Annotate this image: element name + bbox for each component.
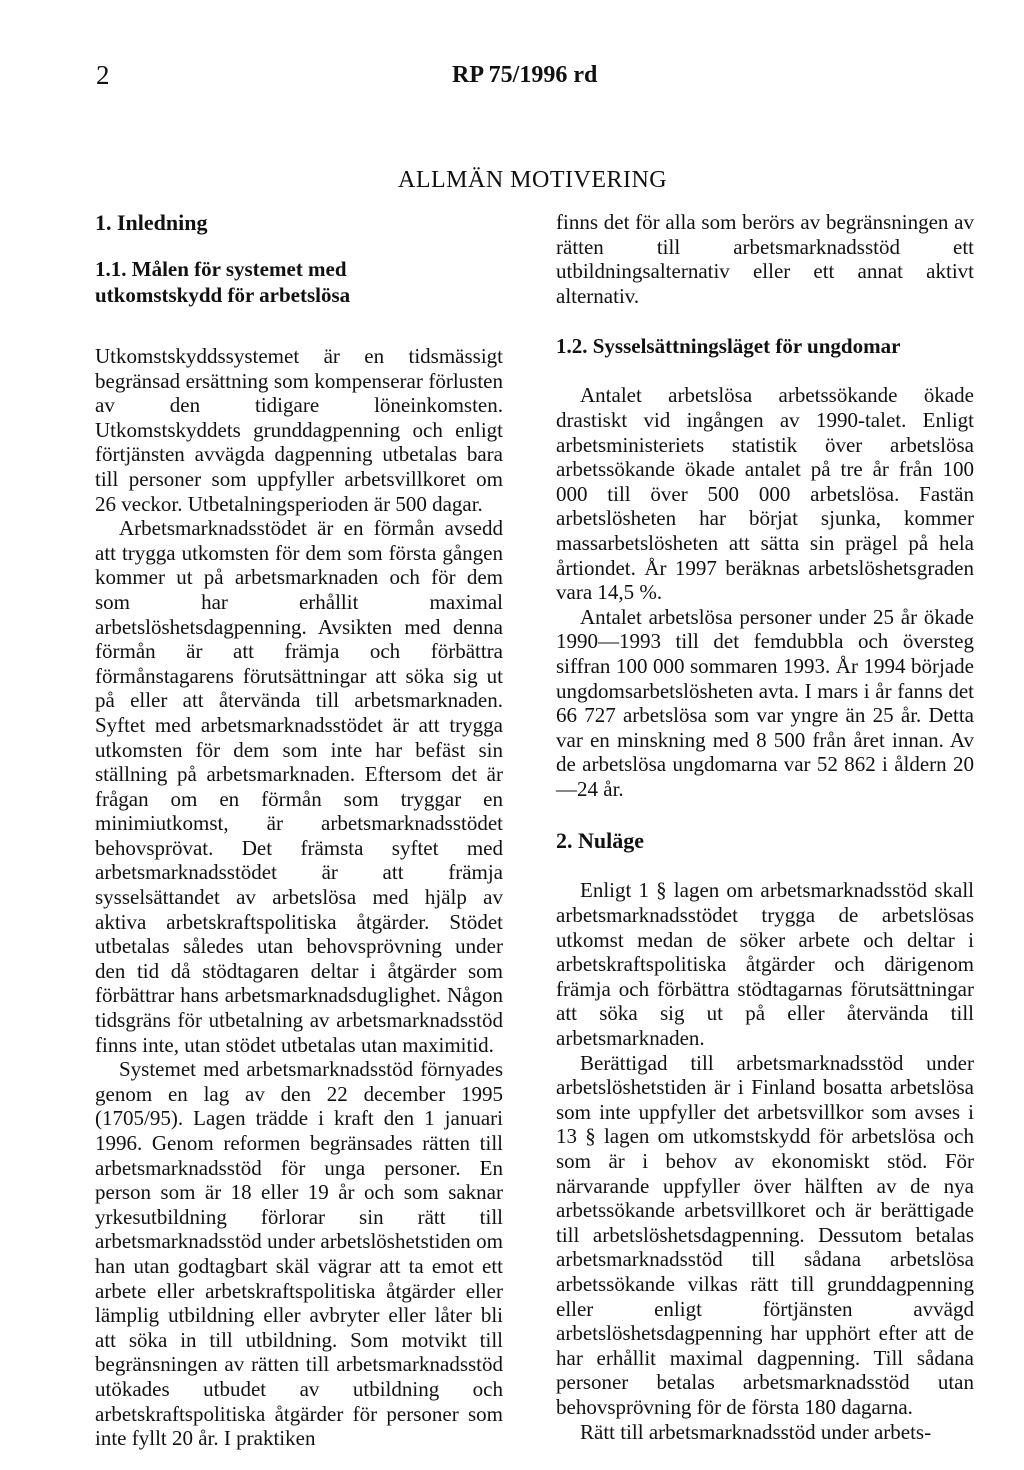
- page-number: 2: [96, 60, 110, 90]
- heading-sysselsattningslaget: 1.2. Sysselsättningsläget för ungdomar: [556, 334, 901, 359]
- paragraph: Antalet arbetslösa personer under 25 år ökade 1990—1993 till det femdubbla och översteg siffran 100 000 sommaren 1993. År 1994 började ungdomsarbetslösheten avta. I mars i år fanns det 66 727 arbetslösa som var yngre än 25 år. Detta var en minskning med 8 500 från året innan. Av de arbetslösa ungdomarna var 52 862 i åldern 20—24 år.: [556, 604, 974, 801]
- heading-malen: 1.1. Målen för systemet med utkomstskydd för arbetslösa: [95, 257, 351, 307]
- heading-inledning: 1. Inledning: [95, 210, 208, 235]
- paragraph: Antalet arbetslösa arbetssökande ökade drastiskt vid ingången av 1990-talet. Enligt arbetsministeriets statistik över arbetslösa arbetssökande ökade antalet på tre år från 100 000 till över 500 000 arbetslösa. Fastän arbetslösheten har börjat sjunka, kommer massarbetslösheten att sätta sin prägel på hela årtiondet. År 1997 beräknas arbetslöshetsgraden vara 14,5 %.: [556, 383, 974, 605]
- paragraph-continuation: finns det för alla som berörs av begränsningen av rätten till arbetsmarknadsstöd ett utbildningsalternativ eller ett annat aktivt alternativ.: [556, 210, 974, 308]
- heading-nulage: 2. Nuläge: [556, 828, 644, 854]
- paragraph: Berättigad till arbetsmarknadsstöd under arbetslöshetstiden är i Finland bosatta arbetslösa som inte uppfyller det arbetsvillkor som avses i 13 § lagen om utkomstskydd för arbetslösa och som är i behov av ekonomiskt stöd. För närvarande uppfyller över hälften av de nya arbetssökande arbetsvillkoret och är berättigade till arbetslöshetsdagpenning. Dessutom betalas arbetsmarknadsstöd till sådana arbetslösa arbetssökande vilkas rätt till grunddagpenning eller enligt förtjänsten avvägd arbetslöshetsdagpenning har upphört efter att de har erhållit maximal dagpenning. Till sådana personer betalas arbetsmarknadsstöd utan behovsprövning för de första 180 dagarna.: [556, 1050, 974, 1419]
- paragraph: Utkomstskyddssystemet är en tidsmässigt begränsad ersättning som kompenserar förlusten av den tidigare löneinkomsten. Utkomstskyddets grunddagpenning och enligt förtjänsten avvägda dagpenning utbetalas bara till personer som uppfyller arbetsvillkoret om 26 veckor. Utbetalningsperioden är 500 dagar.: [95, 344, 503, 516]
- document-id: RP 75/1996 rd: [452, 62, 598, 88]
- paragraph: Systemet med arbetsmarknadsstöd förnyades genom en lag av den 22 december 1995 (1705/95). Lagen trädde i kraft den 1 januari 1996. Genom reformen begränsades rätten till arbetsmarknadsstöd för unga personer. En person som är 18 eller 19 år och som saknar yrkesutbildning förlorar sin rätt till arbetsmarknadsstöd under arbetslöshetstiden om han utan godtagbart skäl vägrar att ta emot ett arbete eller arbetskraftspolitiska åtgärder eller lämplig utbildning eller avbryter eller låter bli att söka in till utbildning. Som motvikt till begränsningen av rätten till arbetsmarknadsstöd utökades utbudet av utbildning och arbetskraftspolitiska åtgärder för personer som inte fyllt 20 år. I praktiken: [95, 1057, 503, 1451]
- section-title: ALLMÄN MOTIVERING: [398, 167, 668, 193]
- paragraph: Enligt 1 § lagen om arbetsmarknadsstöd skall arbetsmarknadsstödet trygga de arbetslösas utkomst medan de söker arbete och deltar i arbetskraftspolitiska åtgärder och därigenom främja och förbättra stödtagarnas förutsättningar att söka sig ut på eller återvända till arbetsmarknaden.: [556, 878, 974, 1051]
- left-column: [95, 210, 503, 1451]
- paragraph: Rätt till arbetsmarknadsstöd under arbets-: [580, 1419, 932, 1444]
- right-column: [556, 210, 974, 1444]
- paragraph: Arbetsmarknadsstödet är en förmån avsedd att trygga utkomsten för dem som första gången kommer ut på arbetsmarknaden och för dem som har erhållit maximal arbetslöshetsdagpenning. Avsikten med denna förmån är att främja och förbättra förmånstagarens förutsättningar att söka sig ut på eller att återvända till arbetsmarknaden. Syftet med arbetsmarknadsstödet är att trygga utkomsten för dem som inte har befäst sin ställning på arbetsmarknaden. Eftersom det är frågan om en förmån som tryggar en minimiutkomst, är arbetsmarknadsstödet behovsprövat. Det främsta syftet med arbetsmarknadsstödet är att främja sysselsättandet av arbetslösa med hjälp av aktiva arbetskraftspolitiska åtgärder. Stödet utbetalas således utan behovsprövning under den tid då stödtagaren deltar i åtgärder som förbättrar hans arbetsmarknadsduglighet. Någon tidsgräns för utbetalning av arbetsmarknadsstöd finns inte, utan stödet utbetalas utan maximitid.: [95, 516, 503, 1057]
